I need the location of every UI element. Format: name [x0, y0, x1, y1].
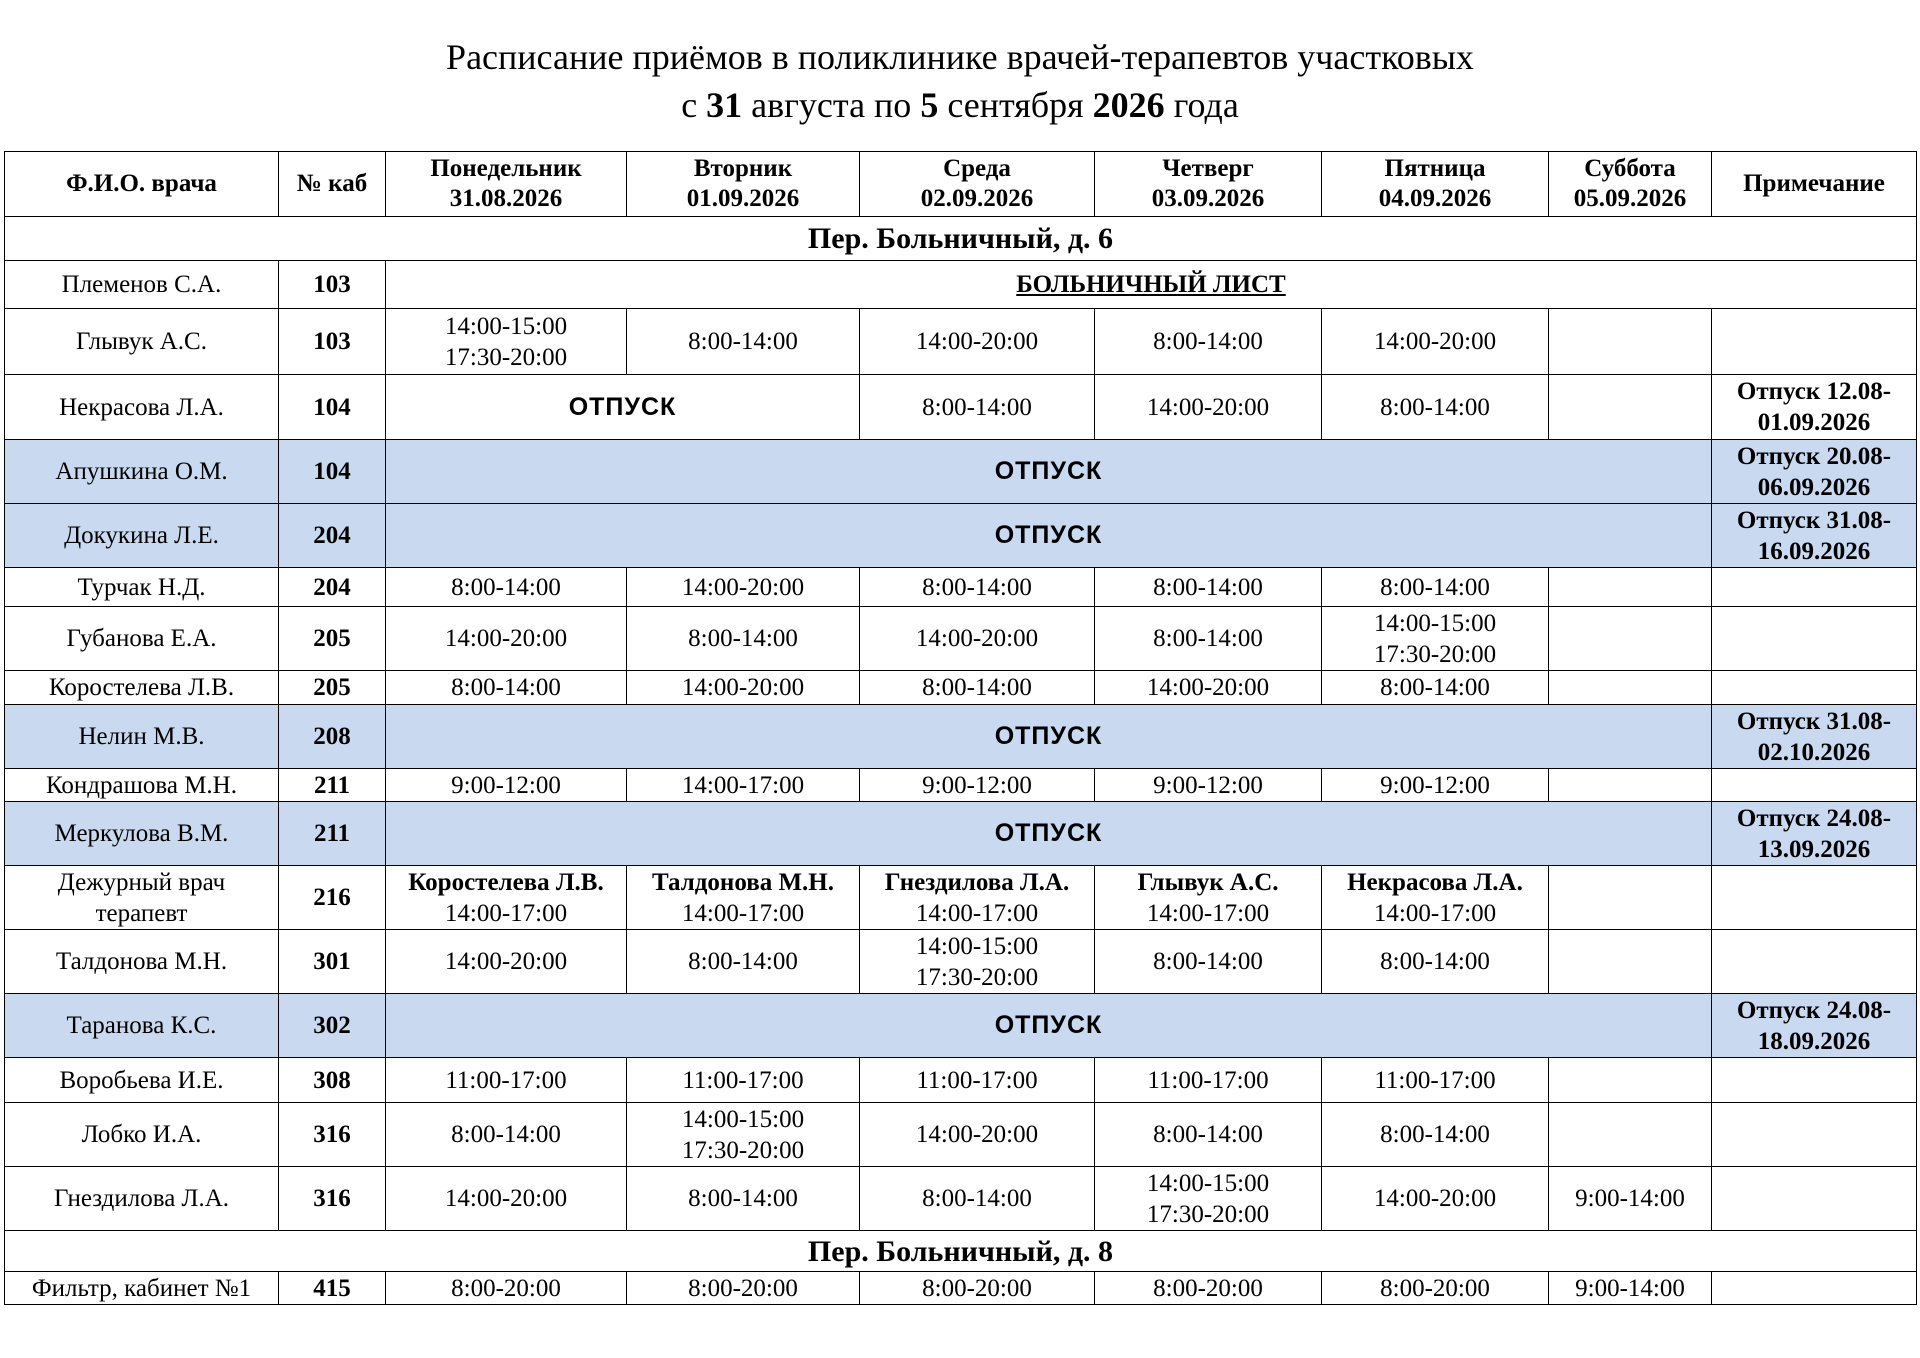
schedule-cell: 11:00-17:00: [860, 1058, 1095, 1103]
schedule-cell: 8:00-14:00: [627, 309, 860, 375]
doctor-name: Апушкина О.М.: [5, 440, 279, 504]
cabinet-number: 103: [279, 261, 386, 309]
cabinet-number: 104: [279, 440, 386, 504]
schedule-cell: 11:00-17:00: [1095, 1058, 1322, 1103]
page-title: [0, 33, 1920, 129]
vacation-cell: ОТПУСК: [386, 504, 1712, 568]
schedule-cell: 8:00-14:00: [1095, 1103, 1322, 1167]
cabinet-number: 103: [279, 309, 386, 375]
vacation-cell: ОТПУСК: [386, 802, 1712, 866]
schedule-cell: 8:00-20:00: [860, 1272, 1095, 1305]
cabinet-number: 211: [279, 769, 386, 802]
schedule-cell: 14:00-20:00: [860, 309, 1095, 375]
schedule-cell: [1549, 769, 1712, 802]
schedule-cell: 14:00-15:00 17:30-20:00: [627, 1103, 860, 1167]
schedule-cell: 14:00-20:00: [386, 607, 627, 671]
table-row: [5, 440, 1917, 504]
cabinet-number: 316: [279, 1167, 386, 1231]
header-cab: № каб: [279, 152, 386, 217]
schedule-cell: 8:00-14:00: [1095, 607, 1322, 671]
doctor-name: Меркулова В.М.: [5, 802, 279, 866]
doctor-name: Докукина Л.Е.: [5, 504, 279, 568]
doctor-name: Фильтр, кабинет №1: [5, 1272, 279, 1305]
table-row: [5, 375, 1917, 440]
schedule-cell: 8:00-14:00: [860, 375, 1095, 440]
schedule-cell: 8:00-20:00: [1322, 1272, 1549, 1305]
section-row: [5, 1231, 1917, 1272]
table-row: [5, 671, 1917, 705]
table-row: [5, 994, 1917, 1058]
schedule-cell: 11:00-17:00: [386, 1058, 627, 1103]
header-sat: Суббота 05.09.2026: [1549, 152, 1712, 217]
duty-cell: Коростелева Л.В. 14:00-17:00: [386, 866, 627, 930]
header-thu: Четверг 03.09.2026: [1095, 152, 1322, 217]
table-row: [5, 802, 1917, 866]
schedule-cell: 9:00-12:00: [1322, 769, 1549, 802]
schedule-cell: [1549, 1058, 1712, 1103]
schedule-cell: 14:00-20:00: [860, 607, 1095, 671]
note-cell: [1712, 866, 1917, 930]
schedule-cell: 8:00-14:00: [1095, 568, 1322, 607]
schedule-cell: 8:00-14:00: [1322, 568, 1549, 607]
schedule-cell: [1549, 866, 1712, 930]
schedule-cell: 14:00-20:00: [1095, 375, 1322, 440]
schedule-cell: 14:00-15:00 17:30-20:00: [1322, 607, 1549, 671]
table-row: [5, 261, 1917, 309]
cabinet-number: 316: [279, 1103, 386, 1167]
section-title: Пер. Больничный, д. 6: [5, 217, 1917, 261]
cabinet-number: 205: [279, 671, 386, 705]
schedule-table: [4, 151, 1917, 1305]
section-title: Пер. Больничный, д. 8: [5, 1231, 1917, 1272]
header-name: Ф.И.О. врача: [5, 152, 279, 217]
header-mon: Понедельник 31.08.2026: [386, 152, 627, 217]
note-cell: [1712, 607, 1917, 671]
vacation-cell: ОТПУСК: [386, 375, 860, 440]
schedule-cell: 8:00-14:00: [386, 1103, 627, 1167]
table-row: [5, 705, 1917, 769]
schedule-cell: 14:00-15:00 17:30-20:00: [860, 930, 1095, 994]
schedule-cell: 14:00-20:00: [386, 930, 627, 994]
schedule-cell: 8:00-20:00: [1095, 1272, 1322, 1305]
vacation-cell: ОТПУСК: [386, 440, 1712, 504]
header-wed: Среда 02.09.2026: [860, 152, 1095, 217]
schedule-cell: 9:00-14:00: [1549, 1272, 1712, 1305]
section-row: [5, 217, 1917, 261]
vacation-cell: ОТПУСК: [386, 994, 1712, 1058]
note-cell: Отпуск 24.08- 13.09.2026: [1712, 802, 1917, 866]
duty-cell: Некрасова Л.А. 14:00-17:00: [1322, 866, 1549, 930]
schedule-cell: 8:00-14:00: [386, 671, 627, 705]
cabinet-number: 104: [279, 375, 386, 440]
note-cell: [1712, 671, 1917, 705]
cabinet-number: 415: [279, 1272, 386, 1305]
cabinet-number: 204: [279, 568, 386, 607]
schedule-cell: 8:00-14:00: [860, 568, 1095, 607]
note-cell: [1712, 1272, 1917, 1305]
note-cell: [1712, 769, 1917, 802]
table-row: [5, 309, 1917, 375]
schedule-cell: 14:00-20:00: [627, 568, 860, 607]
schedule-cell: 14:00-17:00: [627, 769, 860, 802]
cabinet-number: 302: [279, 994, 386, 1058]
schedule-cell: 8:00-14:00: [1322, 930, 1549, 994]
schedule-cell: [1549, 671, 1712, 705]
note-cell: [1712, 1167, 1917, 1231]
table-row: [5, 1058, 1917, 1103]
schedule-cell: 9:00-14:00: [1549, 1167, 1712, 1231]
header-tue: Вторник 01.09.2026: [627, 152, 860, 217]
cabinet-number: 204: [279, 504, 386, 568]
duty-cell: Талдонова М.Н. 14:00-17:00: [627, 866, 860, 930]
table-row: [5, 866, 1917, 930]
table-row: [5, 930, 1917, 994]
schedule-cell: 8:00-14:00: [1095, 309, 1322, 375]
table-row: [5, 769, 1917, 802]
schedule-cell: 9:00-12:00: [860, 769, 1095, 802]
note-cell: [1712, 1058, 1917, 1103]
title-line-2: с 31 августа по 5 сентября 2026 года: [681, 85, 1239, 125]
doctor-name: Губанова Е.А.: [5, 607, 279, 671]
note-cell: Отпуск 31.08- 16.09.2026: [1712, 504, 1917, 568]
duty-cell: Гнездилова Л.А. 14:00-17:00: [860, 866, 1095, 930]
schedule-cell: 14:00-20:00: [627, 671, 860, 705]
note-cell: [1712, 309, 1917, 375]
doctor-name: Турчак Н.Д.: [5, 568, 279, 607]
schedule-cell: 14:00-20:00: [1095, 671, 1322, 705]
cabinet-number: 208: [279, 705, 386, 769]
schedule-cell: [1549, 309, 1712, 375]
schedule-cell: 14:00-15:00 17:30-20:00: [386, 309, 627, 375]
note-cell: Отпуск 31.08- 02.10.2026: [1712, 705, 1917, 769]
note-cell: Отпуск 24.08- 18.09.2026: [1712, 994, 1917, 1058]
schedule-cell: 8:00-14:00: [1322, 375, 1549, 440]
schedule-cell: 8:00-14:00: [627, 1167, 860, 1231]
note-cell: Отпуск 20.08- 06.09.2026: [1712, 440, 1917, 504]
note-cell: Отпуск 12.08- 01.09.2026: [1712, 375, 1917, 440]
cabinet-number: 205: [279, 607, 386, 671]
doctor-name: Нелин М.В.: [5, 705, 279, 769]
table-row: [5, 504, 1917, 568]
cabinet-number: 308: [279, 1058, 386, 1103]
schedule-cell: 14:00-15:00 17:30-20:00: [1095, 1167, 1322, 1231]
schedule-cell: [1549, 1103, 1712, 1167]
doctor-name: Воробьева И.Е.: [5, 1058, 279, 1103]
table-row: [5, 1103, 1917, 1167]
schedule-cell: [1549, 568, 1712, 607]
table-row: [5, 1272, 1917, 1305]
note-cell: [1712, 930, 1917, 994]
schedule-cell: 11:00-17:00: [627, 1058, 860, 1103]
doctor-name: Племенов С.А.: [5, 261, 279, 309]
sick-leave-cell: БОЛЬНИЧНЫЙ ЛИСТ: [386, 261, 1917, 309]
schedule-cell: 8:00-14:00: [386, 568, 627, 607]
schedule-cell: 11:00-17:00: [1322, 1058, 1549, 1103]
doctor-name: Лобко И.А.: [5, 1103, 279, 1167]
cabinet-number: 211: [279, 802, 386, 866]
schedule-cell: 14:00-20:00: [860, 1103, 1095, 1167]
schedule-cell: 8:00-14:00: [1322, 1103, 1549, 1167]
doctor-name: Кондрашова М.Н.: [5, 769, 279, 802]
schedule-cell: 9:00-12:00: [1095, 769, 1322, 802]
schedule-cell: 8:00-14:00: [860, 671, 1095, 705]
schedule-cell: 9:00-12:00: [386, 769, 627, 802]
schedule-cell: 8:00-14:00: [1322, 671, 1549, 705]
schedule-cell: 8:00-14:00: [627, 607, 860, 671]
schedule-cell: 14:00-20:00: [1322, 1167, 1549, 1231]
title-line-1: Расписание приёмов в поликлинике врачей-терапевтов участковых: [446, 37, 1474, 77]
schedule-cell: [1549, 375, 1712, 440]
doctor-name: Некрасова Л.А.: [5, 375, 279, 440]
table-row: [5, 568, 1917, 607]
schedule-cell: 8:00-14:00: [1095, 930, 1322, 994]
header-fri: Пятница 04.09.2026: [1322, 152, 1549, 217]
doctor-name: Талдонова М.Н.: [5, 930, 279, 994]
schedule-cell: [1549, 607, 1712, 671]
schedule-cell: [1549, 930, 1712, 994]
schedule-cell: 8:00-14:00: [627, 930, 860, 994]
table-row: [5, 607, 1917, 671]
schedule-cell: 8:00-14:00: [860, 1167, 1095, 1231]
note-cell: [1712, 568, 1917, 607]
doctor-name: Гнездилова Л.А.: [5, 1167, 279, 1231]
doctor-name: Коростелева Л.В.: [5, 671, 279, 705]
doctor-name: Дежурный врач терапевт: [5, 866, 279, 930]
header-row: [5, 152, 1917, 217]
schedule-cell: 8:00-20:00: [627, 1272, 860, 1305]
vacation-cell: ОТПУСК: [386, 705, 1712, 769]
note-cell: [1712, 1103, 1917, 1167]
doctor-name: Глывук А.С.: [5, 309, 279, 375]
duty-cell: Глывук А.С. 14:00-17:00: [1095, 866, 1322, 930]
header-note: Примечание: [1712, 152, 1917, 217]
cabinet-number: 216: [279, 866, 386, 930]
schedule-cell: 14:00-20:00: [1322, 309, 1549, 375]
cabinet-number: 301: [279, 930, 386, 994]
schedule-cell: 8:00-20:00: [386, 1272, 627, 1305]
doctor-name: Таранова К.С.: [5, 994, 279, 1058]
schedule-cell: 14:00-20:00: [386, 1167, 627, 1231]
table-row: [5, 1167, 1917, 1231]
